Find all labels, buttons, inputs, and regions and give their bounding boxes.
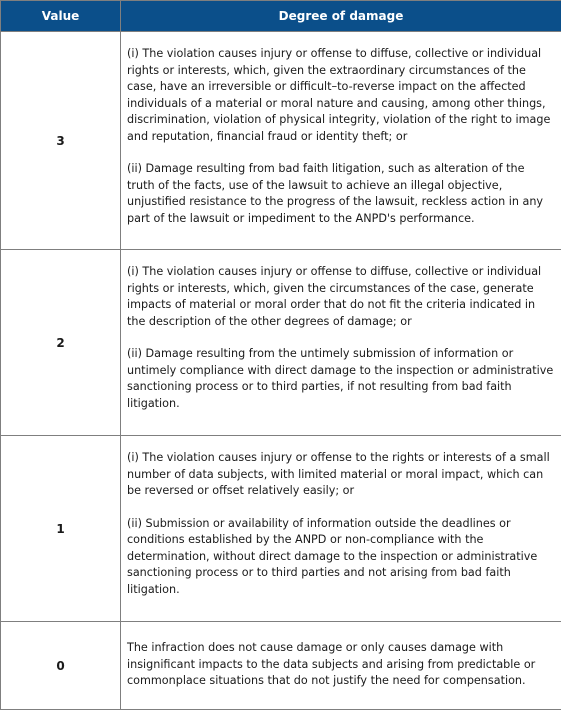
value-column-header: Value	[1, 1, 121, 32]
description-cell	[121, 32, 561, 250]
description-paragraph: The infraction does not cause damage or only causes damage with insignificant impacts to the data subjects and arising from predictable or commonplace situations that do not justify the need for compensation.	[127, 640, 555, 690]
value-cell: 1	[1, 436, 121, 622]
table-row	[1, 250, 561, 436]
description-paragraph: (ii) Damage resulting from the untimely submission of information or untimely compliance with direct damage to the inspection or administrative sanctioning process or to third parties, if not resulting from bad faith litigation.	[127, 346, 555, 412]
description-paragraph: (i) The violation causes injury or offense to diffuse, collective or individual rights or interests, which, given the circumstances of the case, generate impacts of material or moral order that do not fit the criteria indicated in the description of the other degrees of damage; or	[127, 264, 555, 330]
description-cell	[121, 436, 561, 622]
description-cell	[121, 622, 561, 710]
table-row	[1, 32, 561, 250]
table-row	[1, 436, 561, 622]
description-cell	[121, 250, 561, 436]
header-row	[1, 1, 561, 32]
description-paragraph: (i) The violation causes injury or offense to diffuse, collective or individual rights or interests, which, given the extraordinary circumstances of the case, have an irreversible or difficult–to-reverse impact on the affected individuals of a material or moral nature and causing, among other things, discrimination, violation of physical integrity, violation of the right to image and reputation, financial fraud or identity theft; or	[127, 46, 555, 145]
table-row	[1, 622, 561, 710]
description-paragraph: (ii) Damage resulting from bad faith litigation, such as alteration of the truth of the facts, use of the lawsuit to achieve an illegal objective, unjustified resistance to the progress of the lawsuit, reckless action in any part of the lawsuit or impediment to the ANPD's performance.	[127, 161, 555, 227]
description-paragraph: (i) The violation causes injury or offense to the rights or interests of a small number of data subjects, with limited material or moral impact, which can be reversed or offset relatively easily; or	[127, 450, 555, 500]
value-cell: 2	[1, 250, 121, 436]
value-cell: 0	[1, 622, 121, 710]
value-cell: 3	[1, 32, 121, 250]
description-paragraph: (ii) Submission or availability of information outside the deadlines or conditions established by the ANPD or non-compliance with the determination, without direct damage to the inspection or administrative sanctioning process or to third parties and not arising from bad faith litigation.	[127, 516, 555, 599]
degree-column-header: Degree of damage	[121, 1, 561, 32]
